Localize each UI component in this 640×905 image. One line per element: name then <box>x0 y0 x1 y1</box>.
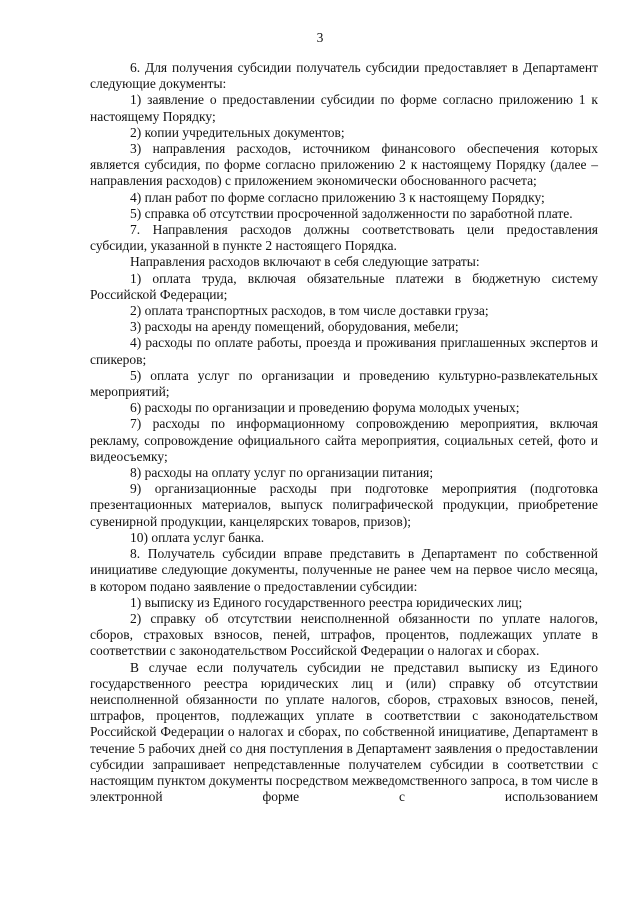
paragraph-doc-3: 3) направления расходов, источником финансового обеспечения которых является субсидия, по форме согласно приложению 2 к настоящему Порядку (далее – направления расходов) с приложением экономически обоснованного расчета; <box>90 141 598 189</box>
paragraph-expense-10: 10) оплата услуг банка. <box>130 529 265 545</box>
paragraph-doc-1: 1) заявление о предоставлении субсидии по форме согласно приложению 1 к настоящему Порядку; <box>90 92 598 124</box>
paragraph-item-8: 8. Получатель субсидии вправе представить в Департамент по собственной инициативе следующие документы, полученные не ранее чем на первое число месяца, в котором подано заявление о предоставлении субсидии: <box>90 546 598 594</box>
paragraph-optional-doc-2: 2) справку об отсутствии неисполненной обязанности по уплате налогов, сборов, страховых взносов, пеней, штрафов, процентов, подлежащих уплате в соответствии с законодательством Российской Федерации о налогах и сборах. <box>90 610 598 659</box>
paragraph-expense-5: 5) оплата услуг по организации и проведению культурно-развлекательных мероприятий; <box>90 367 598 400</box>
paragraph-item-7: 7. Направления расходов должны соответствовать цели предоставления субсидии, указанной в пункте 2 настоящего Порядка. <box>90 222 598 254</box>
paragraph-interagency-request: В случае если получатель субсидии не представил выписку из Единого государственного реестра юридических лиц и (или) справку об отсутствии неисполненной обязанности по уплате налогов, сборов, страховых взносов, пеней, штрафов, процентов, подлежащих уплате в соответствии с законодательством Российской Федерации о налогах и сборах, по собственной инициативе, Департамент в течение 5 рабочих дней со дня поступления в Департамент заявления о предоставлении субсидии запрашивает непредставленные получателем субсидии в соответствии с настоящим пунктом документы посредством межведомственного запроса, в том числе в электронной форме с использованием <box>90 659 598 805</box>
paragraph-doc-5: 5) справка об отсутствии просроченной задолженности по заработной плате. <box>130 205 573 221</box>
paragraph-expense-9: 9) организационные расходы при подготовке мероприятия (подготовка презентационных материалов, выпуск полиграфической продукции, приобретение сувенирной продукции, канцелярских товаров, призов); <box>90 481 598 529</box>
paragraph-expense-2: 2) оплата транспортных расходов, в том числе доставки груза; <box>130 303 489 319</box>
paragraph-expense-1: 1) оплата труда, включая обязательные платежи в бюджетную систему Российской Федерации; <box>90 270 598 302</box>
paragraph-expenses-intro: Направления расходов включают в себя следующие затраты: <box>130 254 480 270</box>
paragraph-doc-4: 4) план работ по форме согласно приложению 3 к настоящему Порядку; <box>130 189 545 205</box>
document-body <box>90 60 598 805</box>
paragraph-expense-8: 8) расходы на оплату услуг по организации питания; <box>130 465 434 481</box>
paragraph-optional-doc-1: 1) выписку из Единого государственного реестра юридических лиц; <box>130 594 523 610</box>
paragraph-expense-7: 7) расходы по информационному сопровождению мероприятия, включая рекламу, сопровождение официального сайта мероприятия, социальных сетей, фото и видеосъемку; <box>90 416 598 464</box>
paragraph-expense-6: 6) расходы по организации и проведению форума молодых ученых; <box>130 400 520 416</box>
page-number: 3 <box>316 30 324 45</box>
paragraph-expense-3: 3) расходы на аренду помещений, оборудования, мебели; <box>130 319 459 335</box>
paragraph-item-6: 6. Для получения субсидии получатель субсидии предоставляет в Департамент следующие документы: <box>90 60 598 92</box>
paragraph-expense-4: 4) расходы по оплате работы, проезда и проживания приглашенных экспертов и спикеров; <box>90 335 598 367</box>
paragraph-doc-2: 2) копии учредительных документов; <box>130 124 345 140</box>
